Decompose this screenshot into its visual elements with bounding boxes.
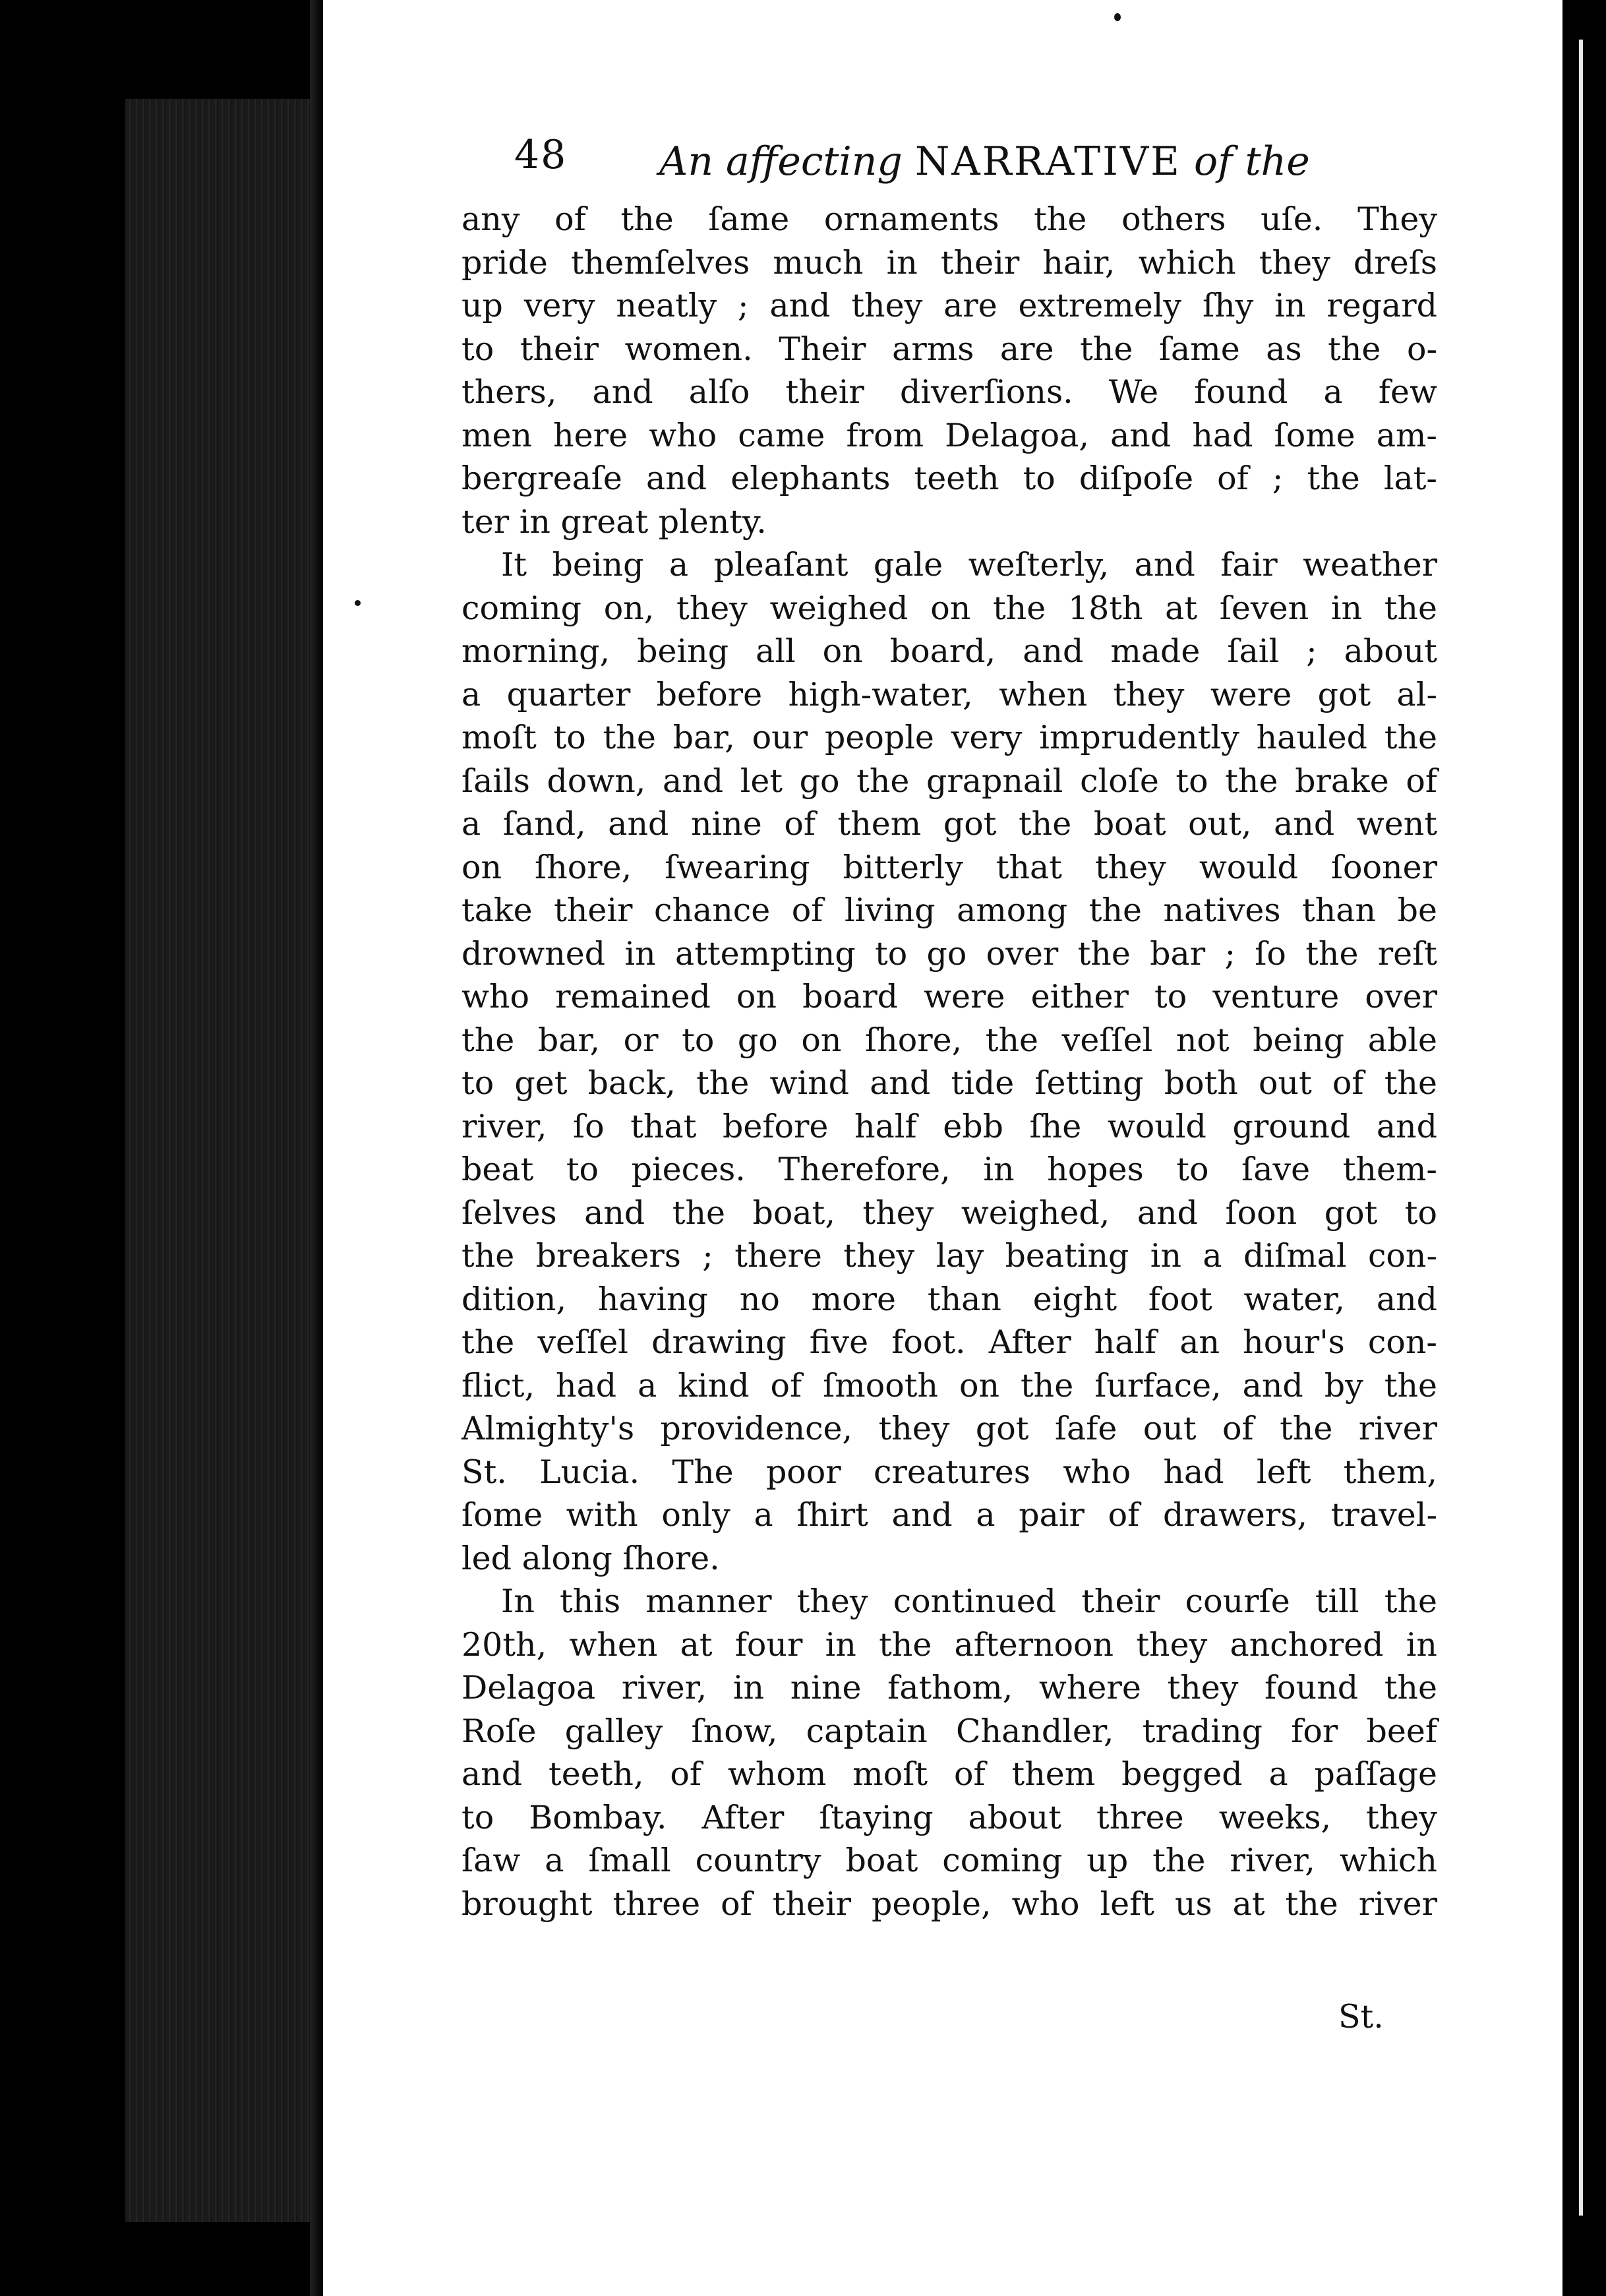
right-gutter: [1562, 0, 1606, 2296]
paragraph: [461, 543, 1437, 1580]
text-line: coming on, they weighed on the 18th at ſeven in the: [461, 589, 1437, 627]
running-title-caps: NARRATIVE: [914, 138, 1181, 185]
binding-shadow: [310, 0, 323, 2296]
ink-speck: [1114, 13, 1121, 21]
running-header: [514, 125, 1450, 198]
text-line: ter in great plenty.: [461, 502, 767, 541]
text-line: river, ſo that before half ebb ſhe would ground and: [461, 1107, 1437, 1145]
text-line: ſelves and the boat, they weighed, and ſoon got to: [461, 1193, 1437, 1232]
paragraph: [461, 198, 1437, 543]
text-line: men here who came from Delagoa, and had ſome am-: [461, 416, 1437, 454]
text-line: thers, and alſo their diverſions. We found a few: [461, 373, 1437, 411]
body-text: [461, 198, 1437, 1925]
text-line: ſaw a ſmall country boat coming up the river, which: [461, 1842, 1437, 1879]
paragraph: [461, 1580, 1437, 1925]
text-line: Roſe galley ſnow, captain Chandler, trading for beef: [461, 1712, 1437, 1750]
text-line: dition, having no more than eight foot water, and: [461, 1280, 1437, 1318]
text-line: up very neatly ; and they are extremely ſhy in regard: [461, 287, 1437, 324]
text-line: the veſſel drawing five foot. After half an hour's con-: [461, 1323, 1437, 1361]
ink-speck: [355, 600, 361, 606]
text-line: moſt to the bar, our people very imprudently hauled the: [461, 719, 1437, 756]
text-line: St. Lucia. The poor creatures who had left them,: [461, 1453, 1437, 1491]
text-line: take their chance of living among the natives than be: [461, 891, 1437, 929]
text-line: to their women. Their arms are the ſame as the o-: [461, 330, 1437, 368]
text-line: to get back, the wind and tide ſetting both out of the: [461, 1064, 1437, 1102]
page-number: 48: [514, 132, 568, 178]
text-line: pride themſelves much in their hair, which they dreſs: [461, 243, 1437, 282]
text-line: flict, had a kind of ſmooth on the ſurface, and by the: [461, 1366, 1437, 1405]
facing-page-edge: [1579, 40, 1583, 2216]
text-line: and teeth, of whom moſt of them begged a paſſage: [461, 1755, 1437, 1793]
text-line: ſome with only a ſhirt and a pair of drawers, travel-: [461, 1496, 1437, 1534]
text-line: In this manner they continued their courſe till the: [501, 1583, 1437, 1620]
running-title-suffix: of the: [1181, 138, 1310, 185]
text-line: Delagoa river, in nine fathom, where they found the: [461, 1669, 1437, 1707]
text-line: ſails down, and let go the grapnail cloſe to the brake of: [461, 762, 1437, 800]
text-line: drowned in attempting to go over the bar ; ſo the reſt: [461, 934, 1437, 973]
text-line: Almighty's providence, they got ſafe out of the river: [461, 1410, 1437, 1447]
text-line: beat to pieces. Therefore, in hopes to ſave them-: [461, 1151, 1437, 1188]
text-line: morning, being all on board, and made ſail ; about: [461, 632, 1437, 670]
text-line: a quarter before high-water, when they were got al-: [461, 675, 1437, 713]
text-line: the bar, or to go on ſhore, the veſſel not being able: [461, 1021, 1437, 1059]
running-title-prefix: An affecting: [659, 138, 915, 185]
text-line: brought three of their people, who left us at the river: [461, 1885, 1437, 1923]
text-line: It being a pleaſant gale weſterly, and fair weather: [501, 546, 1437, 584]
catchword: St.: [1338, 1998, 1384, 2036]
text-line: any of the ſame ornaments the others uſe. They: [461, 200, 1437, 238]
text-line: 20th, when at four in the afternoon they anchored in: [461, 1625, 1437, 1664]
text-line: who remained on board were either to venture over: [461, 978, 1437, 1015]
text-line: bergreaſe and elephants teeth to diſpoſe of ; the lat-: [461, 460, 1437, 497]
text-line: led along ſhore.: [461, 1539, 720, 1577]
page-edge-stack: [125, 99, 323, 2222]
text-line: on ſhore, ſwearing bitterly that they would ſooner: [461, 848, 1437, 886]
text-line: a ſand, and nine of them got the boat out, and went: [461, 805, 1437, 843]
text-line: the breakers ; there they lay beating in a diſmal con-: [461, 1237, 1437, 1275]
text-line: to Bombay. After ſtaying about three weeks, they: [461, 1798, 1437, 1836]
running-title: [659, 138, 1310, 185]
